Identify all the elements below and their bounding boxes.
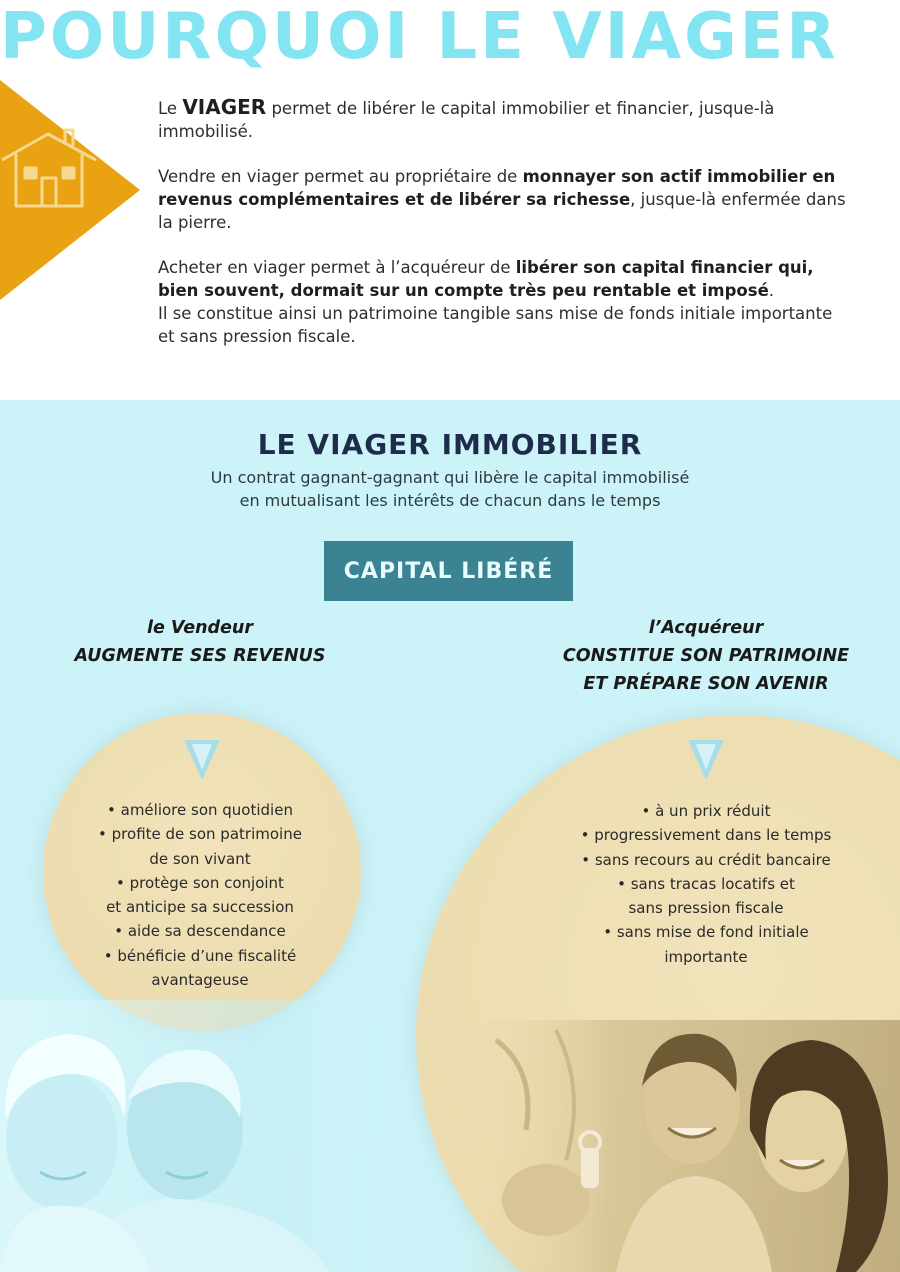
buyer-benefits-list	[556, 799, 856, 969]
viager-immobilier-section	[0, 400, 900, 1272]
list-item: • profite de son patrimoine	[98, 825, 302, 844]
list-item: • bénéficie d’une fiscalité	[103, 946, 297, 965]
list-item: de son vivant	[149, 849, 251, 868]
list-item: • sans mise de fond initiale	[603, 923, 809, 942]
buyer-heading	[506, 614, 900, 698]
section-subtitle: Un contrat gagnant-gagnant qui libère le capital immobilisé en mutualisant les intérêts de chacun dans le temps	[210, 468, 690, 510]
list-item: • protège son conjoint	[116, 873, 284, 892]
buyer-headline-2: ET PRÉPARE SON AVENIR	[583, 674, 829, 694]
list-item: • à un prix réduit	[641, 802, 771, 820]
seller-heading	[0, 614, 400, 670]
page-title: POURQUOI LE VIAGER	[0, 0, 839, 74]
list-item: avantageuse	[151, 971, 249, 990]
intro-paragraph-3: Acheter en viager permet à l’acquéreur de libérer son capital financier qui, bien souvent, dormait sur un compte très peu rentable et imposé. Il se constitue ainsi un patrimoine tangible sans mise de fonds initiale importante et sans pression fiscale.	[158, 258, 833, 346]
chevron-down-icon	[184, 740, 220, 780]
list-item: • aide sa descendance	[114, 922, 286, 941]
intro-text	[158, 96, 848, 370]
list-item: • sans tracas locatifs et	[617, 874, 795, 893]
section-title: LE VIAGER IMMOBILIER	[257, 428, 643, 461]
capital-libere-badge: CAPITAL LIBÉRÉ	[324, 541, 573, 601]
list-item: sans pression fiscale	[628, 899, 784, 918]
house-diamond-graphic	[0, 80, 140, 300]
viager-keyword: VIAGER	[182, 95, 267, 119]
buyer-role: l’Acquéreur	[648, 618, 764, 638]
elderly-couple-photo	[0, 1000, 420, 1272]
list-item: • améliore son quotidien	[107, 801, 293, 819]
list-item: • progressivement dans le temps	[580, 826, 832, 845]
orange-diamond	[0, 80, 140, 300]
seller-role: le Vendeur	[146, 618, 254, 638]
intro-paragraph-1: Le VIAGER permet de libérer le capital immobilier et financier, jusque-là immobilisé.	[158, 95, 775, 141]
buyer-headline-1: CONSTITUE SON PATRIMOINE	[562, 646, 850, 666]
list-item: importante	[664, 947, 748, 966]
seller-benefits-list	[50, 798, 350, 992]
young-couple-photo	[416, 1000, 900, 1272]
chevron-down-icon	[688, 740, 724, 780]
list-item: • sans recours au crédit bancaire	[581, 850, 831, 869]
list-item: et anticipe sa succession	[106, 898, 294, 917]
intro-paragraph-2: Vendre en viager permet au propriétaire de monnayer son actif immobilier en revenus complémentaires et de libérer sa richesse, jusque-là enfermée dans la pierre.	[158, 167, 846, 232]
seller-headline: AUGMENTE SES REVENUS	[74, 646, 326, 666]
